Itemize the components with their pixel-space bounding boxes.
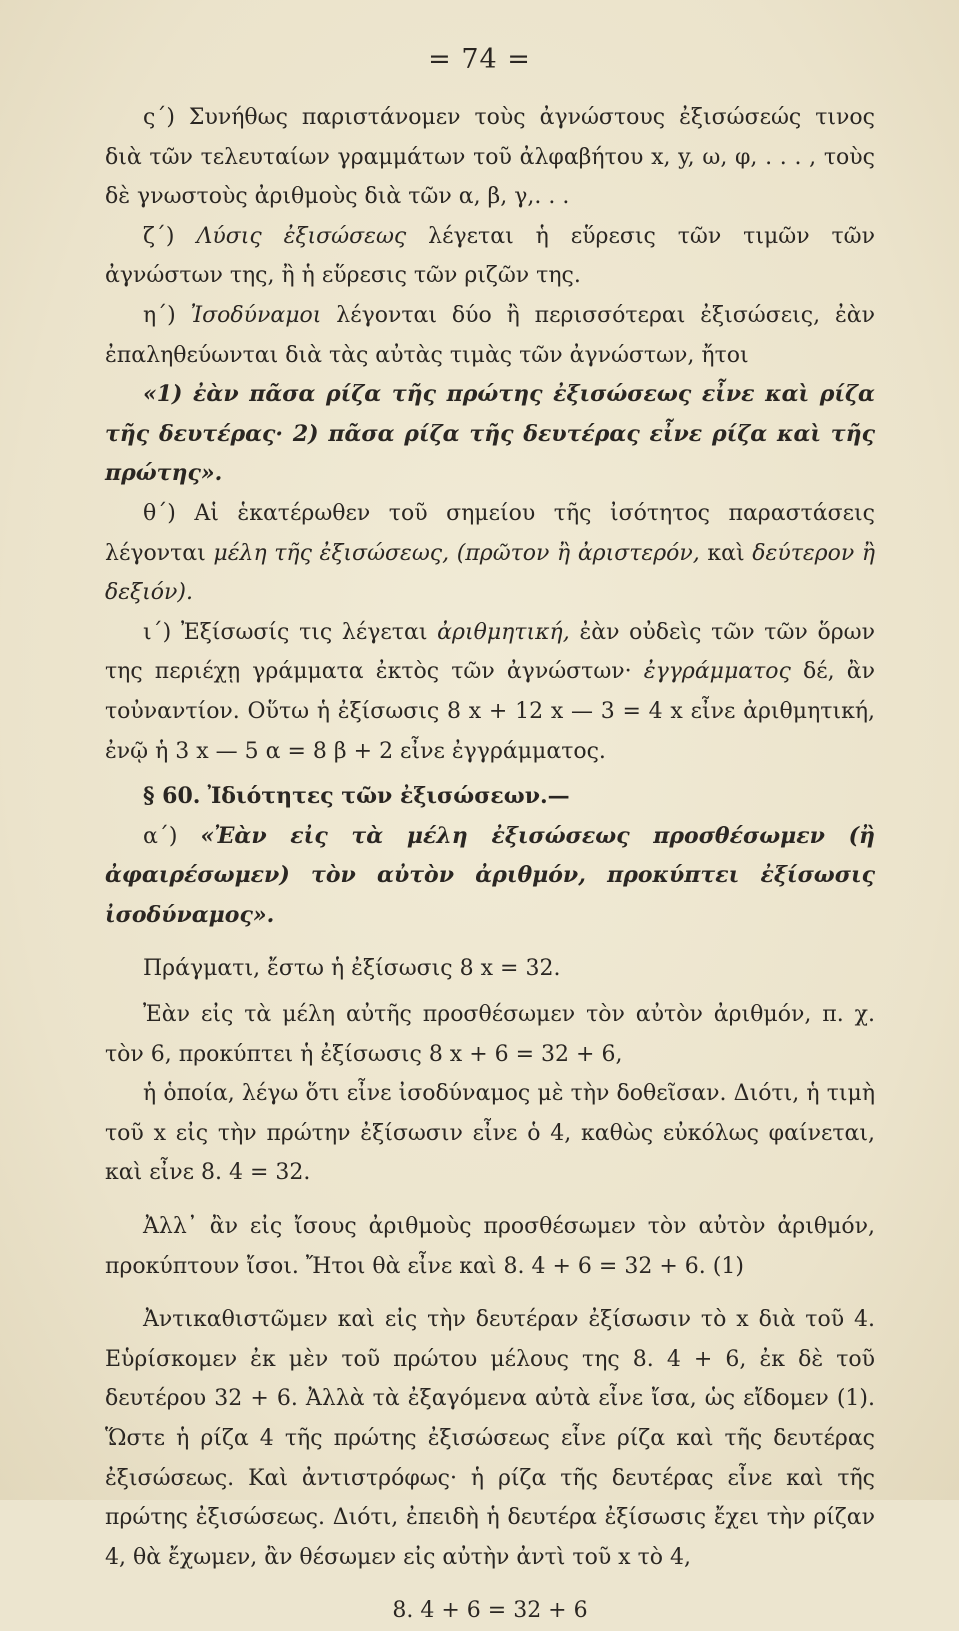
defined-term: Ἰσοδύναμοι [190,302,322,328]
defined-term-arithmetic: ἀριθμητική, [437,619,570,645]
defined-term-literal: ἐγγράμματος [643,659,791,685]
paragraph-example-start: Πράγματι, ἔστω ἡ ἐξίσωσις 8 x = 32. [143,956,561,982]
paragraph-definition-sigma: ς΄) Συνήθως παριστάνομεν τοὺς ἀγνώστους ἐξισώσεώς τινος διὰ τῶν τελευταίων γραμμάτων τοῦ ἀλφαβήτου x, y, ω, φ, . . . , τοὺς δὲ γνωστοὺς ἀριθμοὺς διὰ τῶν α, β, γ,. . . [105,105,875,210]
conjunction: καὶ [707,540,745,566]
paragraph-equivalence-claim: ἡ ὁποία, λέγω ὅτι εἶνε ἰσοδύναμος μὲ τὴν δοθεῖσαν. Διότι, ἡ τιμὴ τοῦ x εἰς τὴν πρώτην ἐξίσωσιν εἶνε ὁ 4, καθὼς εὐκόλως φαίνεται, καὶ εἶνε 8. 4 = 32. [105,1081,875,1186]
section-number: § 60. [143,783,201,810]
defined-term: μέλη τῆς ἐξισώσεως, [213,540,450,566]
definition-text: Αἱ ἑκατέρωθεν τοῦ σημείου τῆς ἰσότητος παραστάσεις λέγονται [105,500,875,566]
paragraph-substitution: Ἀντικαθιστῶμεν καὶ εἰς τὴν δευτέραν ἐξίσωσιν τὸ x διὰ τοῦ 4. Εὑρίσκομεν ἐκ μὲν τοῦ πρώτου μέλους της 8. 4 + 6, ἐκ δὲ τοῦ δευτέρου 32 + 6. Ἀλλὰ τὰ ἐξαγόμενα αὐτὰ εἶνε ἴσα, ὡς εἴδομεν (1). Ὥστε ἡ ρίζα 4 τῆς πρώτης ἐξισώσεως εἶνε ρίζα καὶ τῆς δευτέρας ἐξισώσεως. Καὶ ἀντιστρόφως· ἡ ρίζα τῆς δευτέρας εἶνε καὶ τῆς πρώτης ἐξισώσεως. Διότι, ἐπειδὴ ἡ δευτέρα ἐξίσωσις ἔχει τὴν ρίζαν 4, θὰ ἔχωμεν, ἂν θέσωμεν εἰς αὐτὴν ἀντὶ τοῦ x τὸ 4, [105,1307,875,1570]
definition-parenthetical: (πρῶτον ἢ ἀριστερόν, [456,540,700,566]
paragraph-definition-eta [105,296,875,375]
item-label: θ΄) [143,500,176,526]
paragraph-equal-numbers: Ἀλλ᾿ ἂν εἰς ἴσους ἀριθμοὺς προσθέσωμεν τὸν αὐτὸν ἀριθμόν, προκύπτουν ἴσοι. Ἤτοι θὰ εἶνε καὶ 8. 4 + 6 = 32 + 6. (1) [105,1214,875,1279]
paragraph-add-same-number: Ἐὰν εἰς τὰ μέλη αὐτῆς προσθέσωμεν τὸν αὐτὸν ἀριθμόν, π. χ. τὸν 6, προκύπτει ἡ ἐξίσωσις 8 x + 6 = 32 + 6, [105,1002,875,1067]
definition-parenthetical-end: δεύτερον ἢ δεξιόν). [105,540,876,606]
definition-text: Ἐξίσωσίς τις λέγεται [180,619,428,645]
property-statement: «Ἐὰν εἰς τὰ μέλη ἐξισώσεως προσθέσωμεν (ἢ ἀφαιρέσωμεν) τὸν αὐτὸν ἀριθμόν, προκύπτει ἐξίσωσις ἰσοδύναμος». [105,822,875,928]
page-number: = 74 = [428,44,531,75]
section-heading [105,777,875,817]
paragraph-definition-theta [105,494,875,613]
paragraph-property-alpha [105,817,875,936]
item-label: ζ΄) [143,223,175,249]
definition-text: ἐὰν οὐδεὶς τῶν τῶν ὅρων της περιέχῃ γράμματα ἐκτὸς τῶν ἀγνώστων· [105,619,875,685]
section-title: Ἰδιότητες τῶν ἐξισώσεων.— [207,783,570,810]
paragraph-equivalence-conditions: «1) ἐὰν πᾶσα ρίζα τῆς πρώτης ἐξισώσεως εἶνε καὶ ρίζα τῆς δευτέρας· 2) πᾶσα ρίζα τῆς δευτέρας εἶνε ρίζα καὶ τῆς πρώτης». [105,381,875,487]
paragraph-definition-iota [105,613,875,771]
item-label: ι΄) [143,619,172,645]
paragraph-definition-zeta [105,217,875,296]
definition-text: λέγονται δύο ἢ περισσότεραι ἐξισώσεις, ἐὰν ἐπαληθεύωνται διὰ τὰς αὐτὰς τιμὰς τῶν ἀγνώστων, ἤτοι [105,302,875,368]
item-label: η΄) [143,302,176,328]
definition-text: λέγεται ἡ εὕρεσις τῶν τιμῶν τῶν ἀγνώστων της, ἢ ἡ εὕρεσις τῶν ριζῶν της. [105,223,875,289]
definition-text: δέ, ἂν τοὐναντίον. Οὕτω ἡ ἐξίσωσις 8 x + 12 x — 3 = 4 x εἶνε ἀριθμητική, ἐνῷ ἡ 3 x — 5 α = 8 β + 2 εἶνε ἐγγράμματος. [105,659,876,764]
defined-term: Λύσις ἐξισώσεως [196,223,407,249]
page-body [105,98,875,1631]
final-equation: 8. 4 + 6 = 32 + 6 [392,1598,588,1624]
item-label: α΄) [143,823,178,849]
